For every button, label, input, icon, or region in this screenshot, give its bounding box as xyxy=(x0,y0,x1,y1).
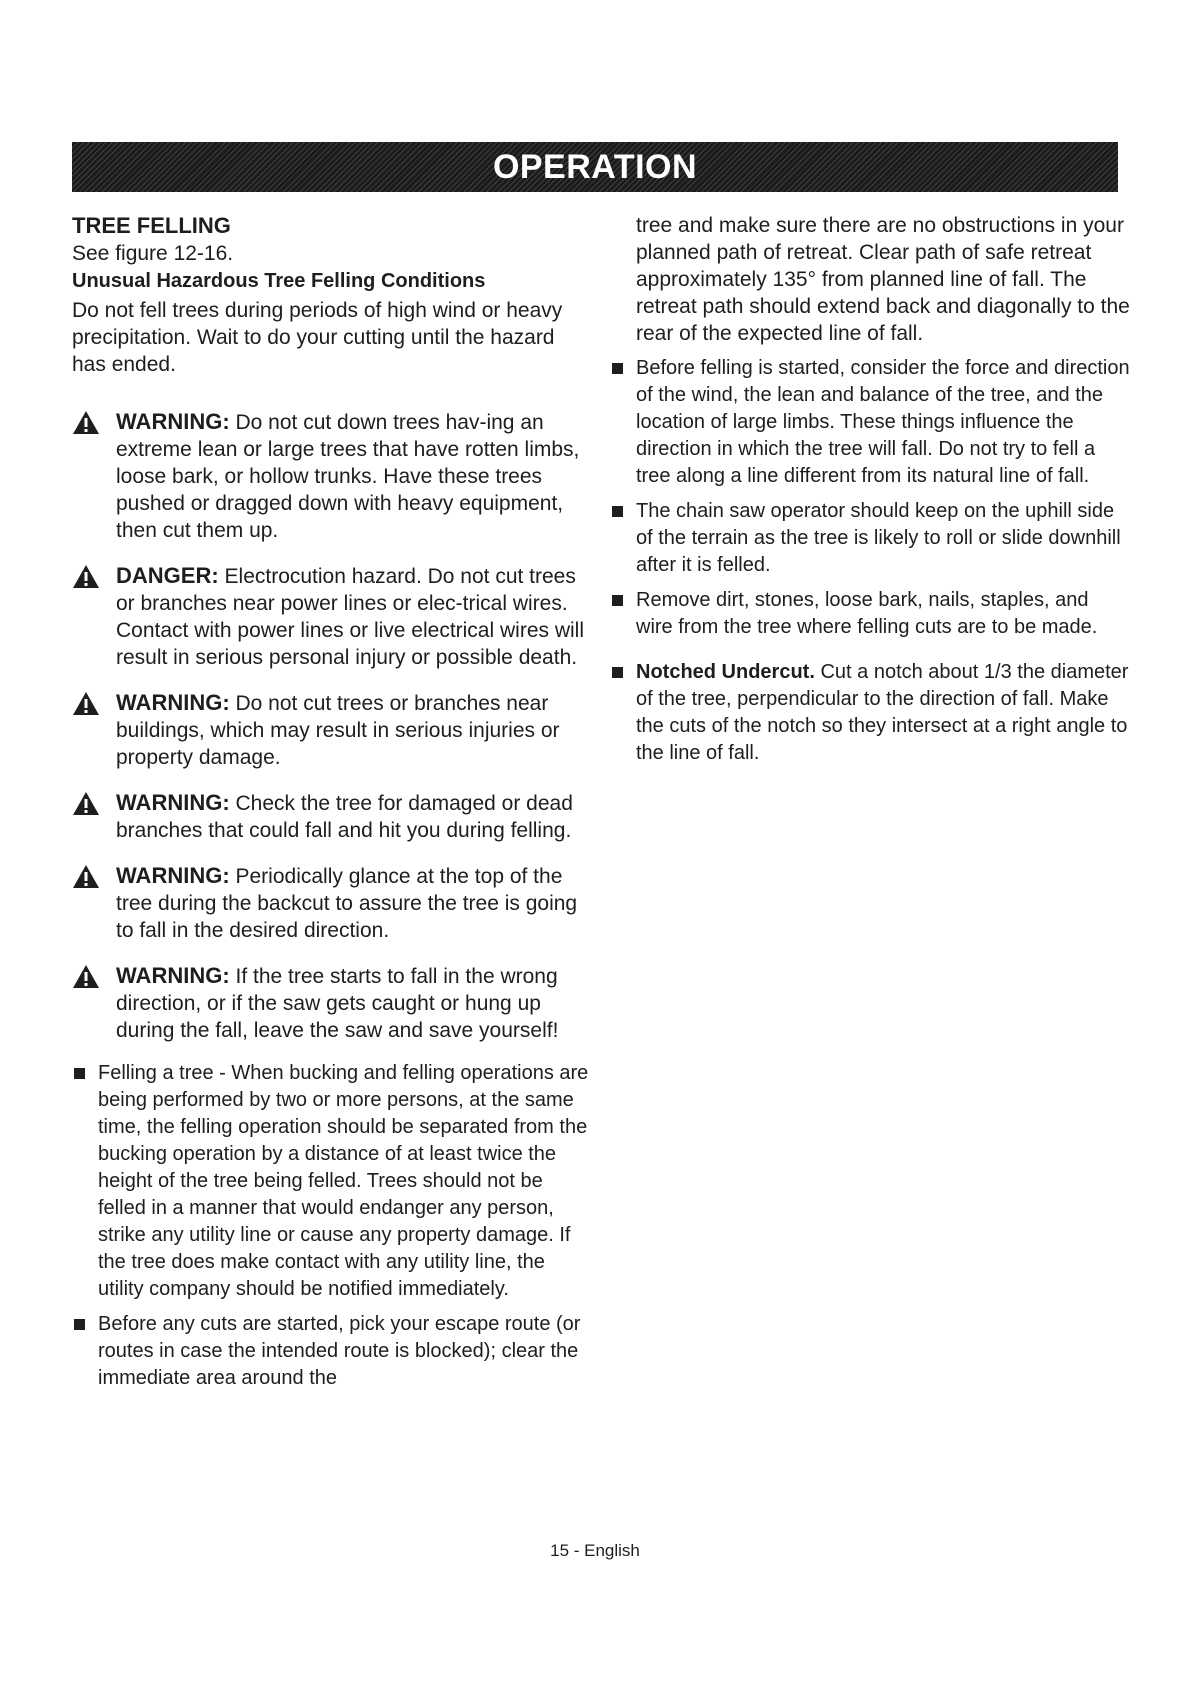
bullet-item xyxy=(72,1060,592,1303)
warning-label: WARNING: xyxy=(116,963,230,988)
bullet-item xyxy=(610,355,1130,490)
notched-undercut-text: Cut a notch about 1/3 the diameter of the tree, perpendicular to the direction of fall. Make the cuts of the notch so they intersect at a right angle to the line of fall. xyxy=(636,661,1129,764)
warning-label: WARNING: xyxy=(116,790,230,815)
warning-triangle-icon xyxy=(72,410,100,435)
square-bullet-icon xyxy=(612,506,623,517)
warning-text: Do not cut down trees hav-ing an extreme lean or large trees that have rotten limbs, loose bark, or hollow trunks. Have these trees pushed or dragged down with heavy equipment, then cut them up. xyxy=(116,411,580,542)
warning-text: Check the tree for damaged or dead branches that could fall and hit you during felling. xyxy=(116,792,573,842)
warning-triangle-icon xyxy=(72,864,100,889)
warning-triangle-icon xyxy=(72,964,100,989)
bullet-text: Before felling is started, consider the force and direction of the wind, the lean and balance of the tree, and the location of large limbs. These things influence the direction in which the tree will fall. Do not try to fell a tree along a line different from its natural line of fall. xyxy=(636,357,1130,487)
square-bullet-icon xyxy=(612,595,623,606)
notched-undercut-item xyxy=(610,659,1130,767)
bullet-item xyxy=(72,1311,592,1392)
see-figure: See figure 12-16. xyxy=(72,242,234,265)
warning-label: WARNING: xyxy=(116,690,230,715)
warning-block xyxy=(72,862,592,944)
warning-block xyxy=(72,789,592,844)
danger-label: DANGER: xyxy=(116,563,219,588)
bullet-text: Remove dirt, stones, loose bark, nails, staples, and wire from the tree where felling cuts are to be made. xyxy=(636,589,1098,638)
bullet-item xyxy=(610,498,1130,579)
right-column xyxy=(610,212,1130,767)
banner-title: OPERATION xyxy=(492,147,698,186)
bullet-text: Felling a tree - When bucking and felling operations are being performed by two or more persons, at the same time, the felling operation should be separated from the bucking operation by a distance of at least twice the height of the tree being felled. Trees should not be felled in a manner that would endanger any person, strike any utility line or cause any property damage. If the tree does make contact with any utility line, the utility company should be notified immediately. xyxy=(98,1062,589,1300)
warning-block xyxy=(72,962,592,1044)
danger-text: Electrocution hazard. Do not cut trees or branches near power lines or elec-trical wires. Contact with power lines or live electrical wires will result in serious personal injury or possible death. xyxy=(116,565,584,669)
square-bullet-icon xyxy=(74,1319,85,1330)
section-title: TREE FELLING xyxy=(72,213,231,238)
bullet-item xyxy=(610,587,1130,641)
danger-triangle-icon xyxy=(72,564,100,589)
bullet-text: The chain saw operator should keep on the uphill side of the terrain as the tree is likely to roll or slide downhill after it is felled. xyxy=(636,500,1121,576)
warning-text: Do not cut trees or branches near buildings, which may result in serious injuries or property damage. xyxy=(116,692,560,769)
page-footer: 15 - English xyxy=(550,1541,640,1560)
danger-block xyxy=(72,562,592,671)
warning-triangle-icon xyxy=(72,691,100,716)
notched-undercut-label: Notched Undercut. xyxy=(636,661,815,683)
square-bullet-icon xyxy=(612,363,623,374)
left-column xyxy=(72,212,592,1392)
continuation-paragraph: tree and make sure there are no obstructions in your planned path of retreat. Clear path of safe retreat approximately 135° from planned line of fall. The retreat path should extend back and diagonally to the rear of the expected line of fall. xyxy=(636,214,1130,345)
square-bullet-icon xyxy=(612,667,623,678)
warning-label: WARNING: xyxy=(116,863,230,888)
warning-block xyxy=(72,689,592,771)
square-bullet-icon xyxy=(74,1068,85,1079)
warning-label: WARNING: xyxy=(116,409,230,434)
warning-text: If the tree starts to fall in the wrong direction, or if the saw gets caught or hung up during the fall, leave the saw and save yourself! xyxy=(116,965,559,1042)
warning-triangle-icon xyxy=(72,791,100,816)
bullet-text: Before any cuts are started, pick your escape route (or routes in case the intended route is blocked); clear the immediate area around the xyxy=(98,1313,581,1389)
subhead: Unusual Hazardous Tree Felling Conditions xyxy=(72,270,486,292)
intro-paragraph: Do not fell trees during periods of high wind or heavy precipitation. Wait to do your cutting until the hazard has ended. xyxy=(72,299,563,376)
section-banner xyxy=(72,142,1118,192)
warning-text: Periodically glance at the top of the tree during the backcut to assure the tree is going to fall in the desired direction. xyxy=(116,865,578,942)
warning-block xyxy=(72,408,592,544)
